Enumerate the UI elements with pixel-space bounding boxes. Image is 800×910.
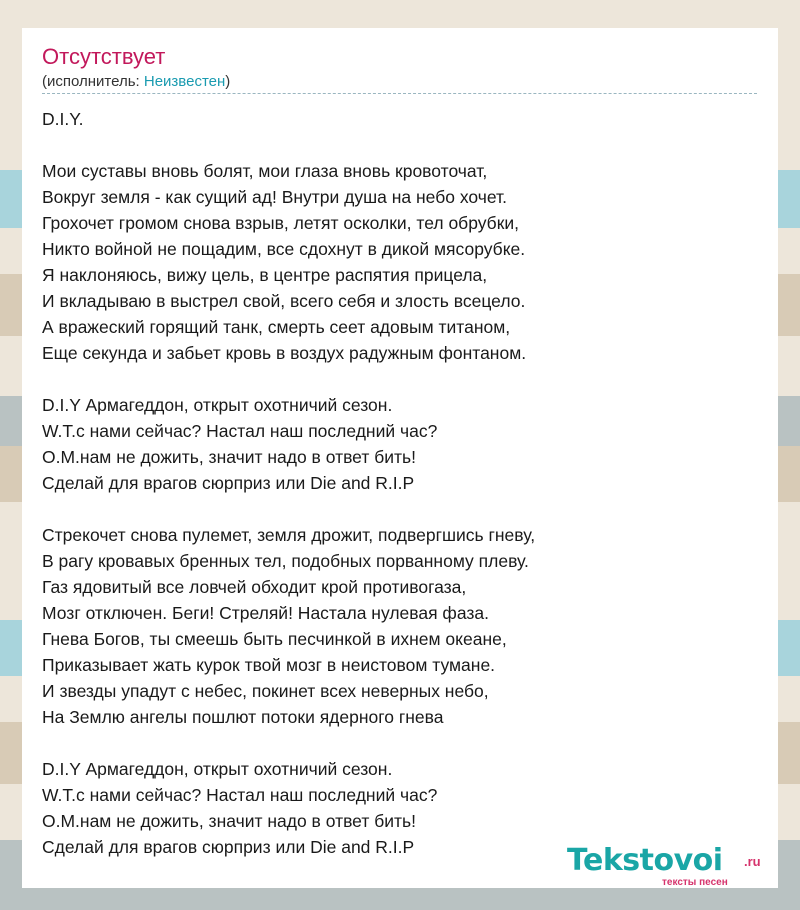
lyric-line: Приказывает жать курок твой мозг в неистовом тумане. xyxy=(42,655,496,675)
lyric-line: D.I.Y Армагеддон, открыт охотничий сезон. xyxy=(42,759,393,779)
lyric-line xyxy=(42,730,757,756)
lyric-line: D.I.Y Армагеддон, открыт охотничий сезон. xyxy=(42,395,393,415)
lyric-line: Мои суставы вновь болят, мои глаза вновь кровоточат, xyxy=(42,161,488,181)
lyric-line: Я наклоняюсь, вижу цель, в центре распятия прицела, xyxy=(42,265,488,285)
lyric-line: На Землю ангелы пошлют потоки ядерного гнева xyxy=(42,707,444,727)
title-divider xyxy=(42,93,757,94)
artist-suffix: ) xyxy=(225,73,231,90)
lyric-line: Стрекочет снова пулемет, земля дрожит, подвергшись гневу, xyxy=(42,525,536,545)
lyric-line xyxy=(42,366,757,392)
lyric-line xyxy=(42,132,757,158)
lyric-line: W.T.c нами сейчас? Настал наш последний час? xyxy=(42,421,438,441)
lyric-line: В рагу кровавых бренных тел, подобных порванному плеву. xyxy=(42,551,529,571)
lyric-line: D.I.Y. xyxy=(42,109,84,129)
lyric-line: Гнева Богов, ты смеешь быть песчинкой в ихнем океане, xyxy=(42,629,507,649)
logo-main-text: Tekstovoi xyxy=(567,843,723,878)
lyric-line: Сделай для врагов сюрприз или Die and R.I.P xyxy=(42,837,415,857)
lyric-line: Грохочет громом снова взрыв, летят осколки, тел обрубки, xyxy=(42,213,519,233)
lyric-line: И звезды упадут с небес, покинет всех неверных небо, xyxy=(42,681,489,701)
artist-meta xyxy=(42,73,230,91)
lyrics-text xyxy=(42,106,757,860)
song-title: Отсутствует xyxy=(42,44,166,69)
lyric-line: Сделай для врагов сюрприз или Die and R.I.P xyxy=(42,473,415,493)
lyric-line: O.M.нам не дожить, значит надо в ответ бить! xyxy=(42,811,417,831)
lyric-line xyxy=(42,496,757,522)
lyric-line: Никто войной не пощадим, все сдохнут в дикой мясорубке. xyxy=(42,239,526,259)
lyric-line: А вражеский горящий танк, смерть сеет адовым титаном, xyxy=(42,317,511,337)
logo-tld-text: .ru xyxy=(744,854,761,869)
lyrics-card xyxy=(22,28,778,888)
lyric-line: Вокруг земля - как сущий ад! Внутри душа на небо хочет. xyxy=(42,187,507,207)
lyric-line: O.M.нам не дожить, значит надо в ответ бить! xyxy=(42,447,417,467)
lyric-line: Газ ядовитый все ловчей обходит крой противогаза, xyxy=(42,577,467,597)
lyric-line: И вкладываю в выстрел свой, всего себя и злость всецело. xyxy=(42,291,526,311)
lyric-line: Мозг отключен. Беги! Стреляй! Настала нулевая фаза. xyxy=(42,603,489,623)
tekstovoi-logo[interactable] xyxy=(567,843,777,888)
lyric-line: Еще секунда и забьет кровь в воздух радужным фонтаном. xyxy=(42,343,527,363)
logo-subtitle: тексты песен xyxy=(662,877,728,888)
artist-link[interactable]: Неизвестен xyxy=(143,73,226,90)
lyric-line: W.T.c нами сейчас? Настал наш последний час? xyxy=(42,785,438,805)
artist-prefix: (исполнитель: xyxy=(42,73,144,90)
